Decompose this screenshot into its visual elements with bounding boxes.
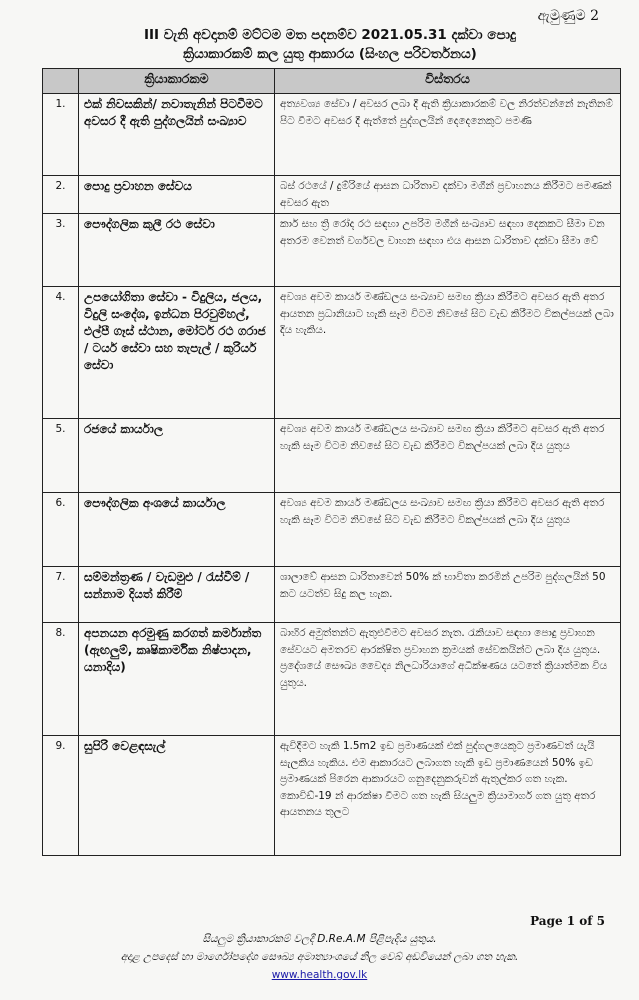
row-detail: අවශ්‍ය අවම කාර්ය මණ්ඩලය සංඛ්‍යාව සමඟ ක්‍රියා කිරීමට අවසර ඇති අතර හැකි සෑම විටම නිවසේ සිට වැඩ කිරීමට විකල්පයක් ලබා දිය යුතුය [275,419,621,493]
table-row [43,287,621,419]
row-number: 9. [43,736,79,856]
row-activity: පෞද්ගලික කුලී රථ සේවා [79,214,275,287]
title-line-1: III වැනි අවදානම් මට්ටම මත පදනම්ව 2021.05.31 දක්වා පොදු [143,27,517,43]
row-detail: බාහිර අමුත්තන්ට ඇතුළුවීමට අවසර නැත. රැකියාව සඳහා පොදු ප්‍රවාහන සේවයට අමතරව ආරක්ෂිත ප්‍රවාහන ක්‍රමයක් සේවකයින්ට ලබා දිය යුතුය. ප්‍රදේශයේ සෞඛ්‍ය වෛද්‍ය නිලධාරියාගේ අධීක්ෂණය යටතේ ක්‍රියාත්මක විය යුතුය. [275,623,621,736]
table-row [43,736,621,856]
row-activity: පොදු ප්‍රවාහන සේවය [79,176,275,214]
table-row [43,419,621,493]
header-activity: ක්‍රියාකාරකම [79,69,275,94]
document-title [30,26,630,64]
table-row [43,623,621,736]
row-activity: අපනයන අරමුණු කරගත් කර්මාන්ත (ඇඟලුම්, කෘෂිකාර්මික නිෂ්පාදන, යනාදිය) [79,623,275,736]
row-activity: පෞද්ගලික අංශයේ කාර්යාල [79,493,275,567]
header-number [43,69,79,94]
footer-website-link[interactable]: www.health.gov.lk [271,969,368,981]
row-number: 3. [43,214,79,287]
row-detail: කාර් සහ ත්‍රි රෝද රථ සඳහා උපරිම මගීන් සංඛ්‍යාව සඳහා දෙකකට සීමා වන අතරම වෙනත් වර්ගවල වාහන සඳහා එය ආසන ධාරිතාව දක්වා සීමා වේ [275,214,621,287]
table-row [43,214,621,287]
table-row [43,493,621,567]
row-detail: ශාලාවේ ආසන ධාරිතාවෙන් 50% ක් භාවිතා කරමින් උපරිම පුද්ගලයින් 50 කට යටත්ව සිදු කල හැක. [275,567,621,623]
row-activity: සම්මන්ත්‍රණ / වැඩමුළු / රැස්වීම් / සන්නාම දියත් කිරීම් [79,567,275,623]
row-detail: අවශ්‍ය අවම කාර්ය මණ්ඩලය සංඛ්‍යාව සමඟ ක්‍රියා කිරීමට අවසර ඇති අතර ආයතන ප්‍රධානියාට හැකි සෑම විටම නිවසේ සිට වැඩ කිරීමට විකල්පයක් ලබා දිය හැකිය. [275,287,621,419]
row-activity: එක් නිවසකින්/ නවාතැනින් පිටවීමට අවසර දී ඇති පුද්ගලයින් සංඛ්‍යාව [79,94,275,176]
footer [0,930,639,984]
annex-label: ඇමුණුම 2 [537,8,599,24]
table-header-row [43,69,621,94]
header-detail: විස්තරය [275,69,621,94]
row-number: 1. [43,94,79,176]
row-detail: අත්‍යවශ්‍ය සේවා / අවසර ලබා දී ඇති ක්‍රියාකාරකම් වල නිරත්වන්නේ නැතිනම් පිට වීමට අවසර දී ඇත්තේ පුද්ගලයින් දෙදෙනෙකුට පමණි [275,94,621,176]
row-detail: අවශ්‍ය අවම කාර්ය මණ්ඩලය සංඛ්‍යාව සමඟ ක්‍රියා කිරීමට අවසර ඇති අතර හැකි සෑම විටම නිවසේ සිට වැඩ කිරීමට විකල්පයක් ලබා දිය යුතුය [275,493,621,567]
footer-line-2: අදාළ උපදෙස් හා මාර්ගෝපදේශ සෞඛ්‍ය අමාත්‍යාංශයේ නිල වෙබ් අඩවියෙන් ලබා ගත හැක. [120,951,519,963]
row-number: 8. [43,623,79,736]
row-number: 4. [43,287,79,419]
row-number: 2. [43,176,79,214]
row-detail: ඇවිදීමට හැකි 1.5m2 ඉඩ ප්‍රමාණයක් එක් පුද්ගලයෙකුට ප්‍රමාණවත් යැයි සැලකිය හැකිය. එම ආකාරයට ලබාගත හැකි ඉඩ ප්‍රමාණයෙන් 50% ඉඩ ප්‍රමාණයක් පිරෙන ආකාරයට ගනුදෙනුකරුවන් ඇතුල්කර ගත හැක. කොවිඩ්-19 න් ආරක්ෂා වීමට ගත හැකි සියලුම ක්‍රියාමාර්ග ගත යුතු අතර ආයතනය තුලට [275,736,621,856]
row-activity: රජයේ කාර්යාල [79,419,275,493]
table-row [43,567,621,623]
table-row [43,94,621,176]
footer-line-1: සියලුම ක්‍රියාකාරකම් වලදී D.Re.A.M පිළිපැදිය යුතුය. [202,933,437,945]
row-activity: උපයෝගිතා සේවා - විදුලිය, ජලය, විදුලි සංදේශ, ඉන්ධන පිරවුම්හල්, එල්පී ගෑස් ස්ථාන, මෝටර් රථ ගරාජ / ටයර් සේවා සහ තැපැල් / කුරියර් සේවා [79,287,275,419]
row-activity: සුපිරි වෙළඳසැල් [79,736,275,856]
row-detail: බස් රථයේ / දුම්රියේ ආසන ධාරිතාව දක්වා මගීන් ප්‍රවාහනය කිරීමට පමණක් අවසර ඇත [275,176,621,214]
page-number: Page 1 of 5 [530,914,605,928]
row-number: 7. [43,567,79,623]
row-number: 6. [43,493,79,567]
activities-table [42,68,621,856]
table-row [43,176,621,214]
title-line-2: ක්‍රියාකාරකම් කල යුතු ආකාරය (සිංහල පරිවර්තනය) [183,46,477,62]
row-number: 5. [43,419,79,493]
